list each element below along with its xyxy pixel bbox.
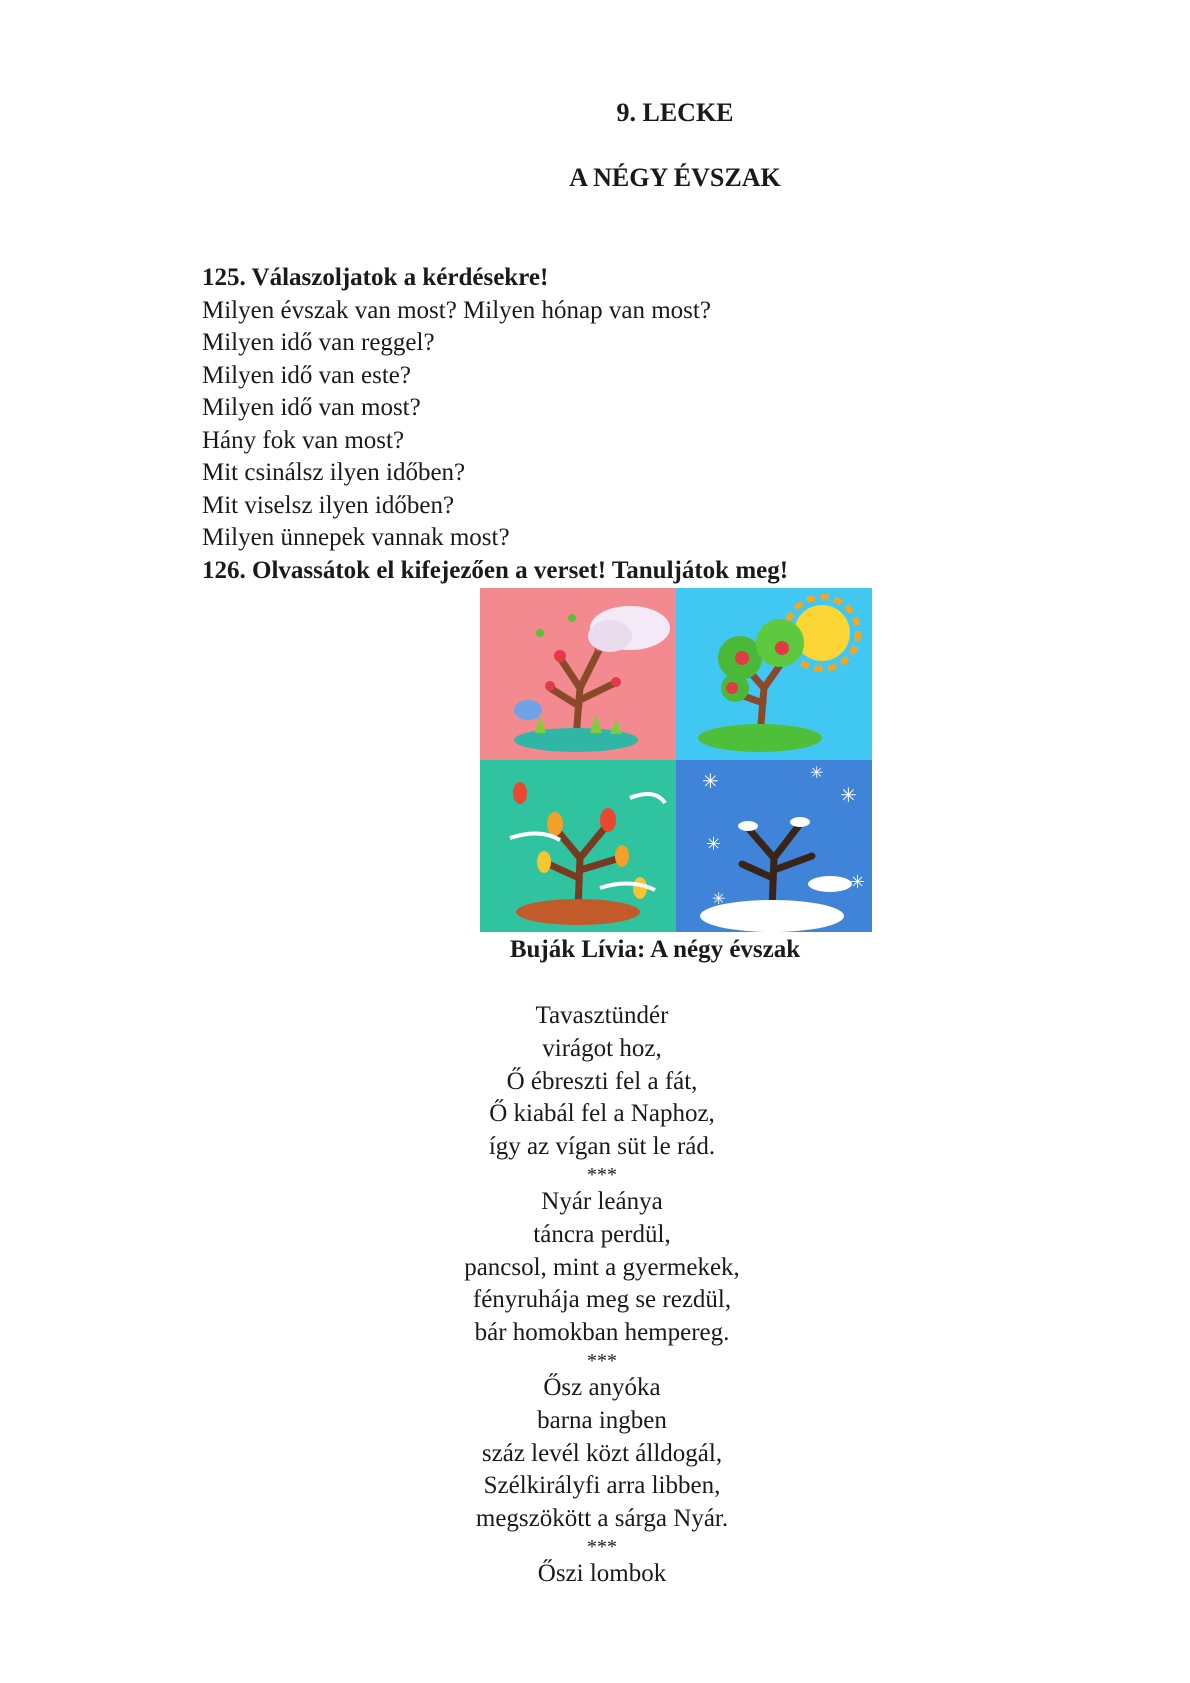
poem xyxy=(0,1000,1190,1591)
poem-line: Tavasztündér xyxy=(535,1002,669,1029)
exercise-section xyxy=(202,262,1102,587)
svg-text:✳: ✳ xyxy=(810,765,824,782)
question-5: Hány fok van most? xyxy=(202,426,405,454)
poem-line: száz levél közt álldogál, xyxy=(481,1439,723,1467)
question-4: Milyen idő van most? xyxy=(202,394,421,421)
question-1: Milyen évszak van most? Milyen hónap van most? xyxy=(202,296,711,324)
poem-line: Ő ébreszti fel a fát, xyxy=(506,1067,698,1095)
svg-text:✳: ✳ xyxy=(706,834,722,854)
poem-line: megszökött a sárga Nyár. xyxy=(475,1505,729,1533)
lesson-title: A NÉGY ÉVSZAK xyxy=(569,163,781,192)
question-2: Milyen idő van reggel? xyxy=(202,329,435,356)
poem-title: Buják Lívia: A négy évszak xyxy=(509,936,801,963)
autumn-tree-icon xyxy=(480,760,676,932)
question-8: Milyen ünnepek vannak most? xyxy=(202,524,510,551)
poem-line: táncra perdül, xyxy=(533,1220,671,1248)
svg-text:✳: ✳ xyxy=(850,872,866,892)
winter-tree-icon xyxy=(676,760,872,932)
question-3: Milyen idő van este? xyxy=(202,361,411,389)
summer-tree-icon xyxy=(676,588,872,760)
poem-line: Szélkirályfi arra libben, xyxy=(483,1472,721,1500)
poem-line: Nyár leánya xyxy=(541,1187,663,1215)
poem-line: virágot hoz, xyxy=(542,1034,662,1062)
svg-text:✳: ✳ xyxy=(712,891,726,908)
question-6: Mit csinálsz ilyen időben? xyxy=(202,459,466,486)
svg-text:✳: ✳ xyxy=(840,785,857,807)
poem-line: barna ingben xyxy=(537,1406,667,1434)
poem-line: bár homokban hempereg. xyxy=(474,1319,730,1347)
exercise-125-heading: 125. Válaszoljatok a kérdésekre! xyxy=(202,264,549,291)
stanza-separator: *** xyxy=(587,1349,617,1372)
poem-line: pancsol, mint a gyermekek, xyxy=(464,1253,740,1281)
stanza-separator: *** xyxy=(587,1535,617,1558)
stanza-separator: *** xyxy=(587,1163,617,1186)
four-seasons-illustration xyxy=(480,588,872,932)
poem-line: Ő kiabál fel a Naphoz, xyxy=(489,1100,715,1128)
spring-tree-icon xyxy=(480,588,676,760)
poem-line: így az vígan süt le rád. xyxy=(488,1133,716,1161)
exercise-126-heading: 126. Olvassátok el kifejezően a verset! Tanuljátok meg! xyxy=(202,556,789,584)
lesson-number: 9. LECKE xyxy=(616,98,734,127)
poem-line: Őszi lombok xyxy=(537,1559,667,1587)
question-7: Mit viselsz ilyen időben? xyxy=(202,491,455,519)
svg-text:✳: ✳ xyxy=(702,771,719,793)
poem-line: Ősz anyóka xyxy=(543,1373,661,1401)
poem-line: fényruhája meg se rezdül, xyxy=(472,1286,732,1314)
